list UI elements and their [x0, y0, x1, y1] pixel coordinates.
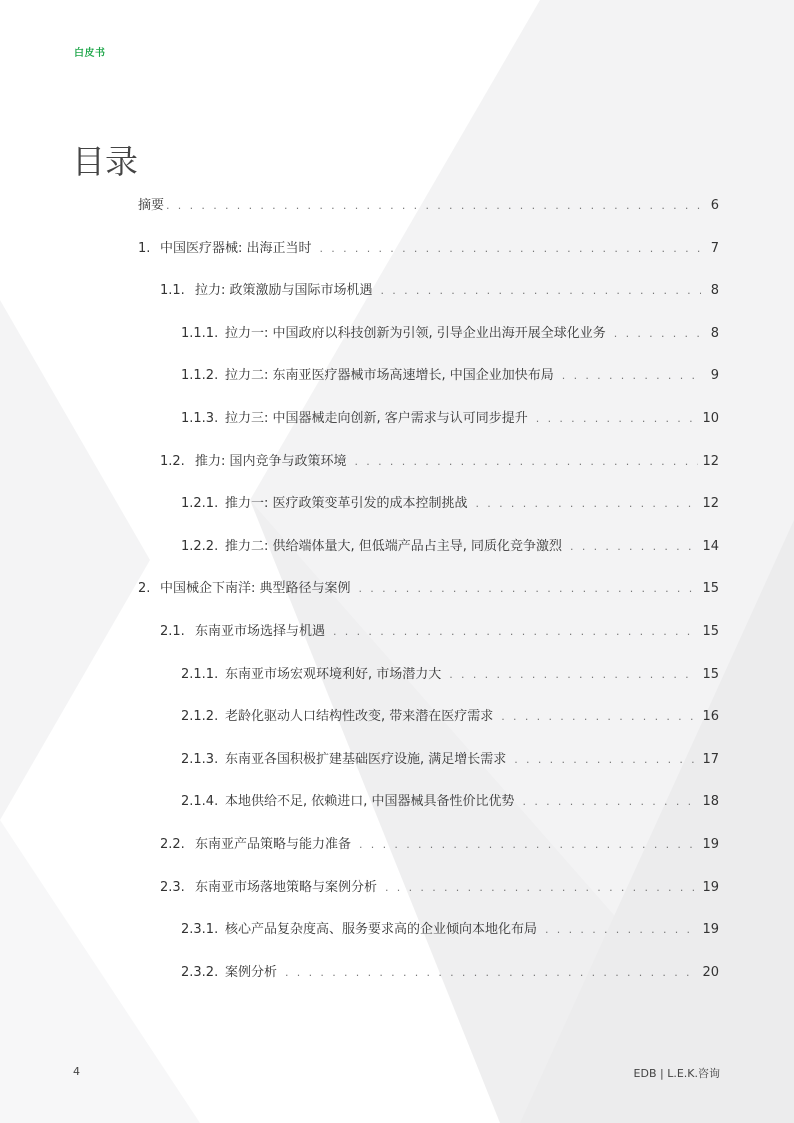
toc-entry-number: 2.1.3. — [181, 752, 219, 767]
toc-dot-leader — [381, 281, 701, 301]
toc-entry-page: 7 — [710, 241, 719, 256]
toc-entry[interactable] — [181, 366, 719, 386]
toc-entry-number: 1. — [138, 241, 151, 256]
toc-entry-number: 2.3. — [160, 880, 185, 895]
toc-entry[interactable] — [181, 537, 719, 557]
toc-entry-title: 本地供给不足, 依赖进口, 中国器械具备性价比优势 — [225, 794, 515, 809]
toc-entry[interactable] — [181, 750, 719, 770]
toc-entry[interactable] — [181, 665, 719, 685]
toc-entry[interactable] — [138, 579, 719, 599]
toc-entry[interactable] — [181, 707, 719, 727]
toc-dot-leader — [359, 835, 698, 855]
toc-entry-title: 东南亚市场宏观环境利好, 市场潜力大 — [225, 667, 442, 682]
toc-entry-page: 16 — [702, 709, 719, 724]
toc-entry-number: 2.2. — [160, 837, 185, 852]
footer-brand: EDB | L.E.K.咨询 — [633, 1067, 720, 1080]
toc-entry[interactable] — [138, 239, 719, 259]
toc-entry-title: 东南亚市场选择与机遇 — [195, 624, 326, 639]
toc-entry-number: 2.1. — [160, 624, 185, 639]
toc-dot-leader — [501, 707, 698, 727]
toc-entry-page: 14 — [702, 539, 719, 554]
toc-entry-title: 推力二: 供给端体量大, 但低端产品占主导, 同质化竞争激烈 — [225, 539, 563, 554]
toc-entry-title: 推力: 国内竞争与政策环境 — [195, 454, 347, 469]
toc-dot-leader — [355, 452, 699, 472]
toc-dot-leader — [614, 324, 701, 344]
toc-dot-leader — [449, 665, 698, 685]
toc-entry-page: 18 — [702, 794, 719, 809]
toc-entry-page: 15 — [702, 581, 719, 596]
toc-entry-title: 中国械企下南洋: 典型路径与案例 — [160, 581, 351, 596]
toc-entry-page: 8 — [710, 326, 719, 341]
toc-entry-title: 拉力: 政策激励与国际市场机遇 — [195, 283, 373, 298]
toc-entry-page: 12 — [702, 454, 719, 469]
toc-entry-title: 推力一: 医疗政策变革引发的成本控制挑战 — [225, 496, 468, 511]
toc-dot-leader — [476, 494, 699, 514]
toc-entry-page: 19 — [702, 837, 719, 852]
toc-dot-leader — [570, 537, 698, 557]
toc-dot-leader — [562, 366, 701, 386]
toc-entry-number: 2.3.2. — [181, 965, 219, 980]
toc-dot-leader — [285, 963, 698, 983]
toc-entry-title: 拉力一: 中国政府以科技创新为引领, 引导企业出海开展全球化业务 — [225, 326, 606, 341]
toc-entry-page: 9 — [710, 368, 719, 383]
toc-entry[interactable] — [160, 878, 719, 898]
toc-entry[interactable] — [160, 281, 719, 301]
toc-entry-title: 案例分析 — [225, 965, 278, 980]
page-title: 目录 — [72, 142, 138, 181]
toc-entry-title: 拉力二: 东南亚医疗器械市场高速增长, 中国企业加快布局 — [225, 368, 554, 383]
toc-entry[interactable] — [181, 920, 719, 940]
toc-entry-number: 1.1.3. — [181, 411, 219, 426]
toc-entry[interactable] — [138, 196, 719, 216]
toc-entry[interactable] — [181, 494, 719, 514]
toc-entry[interactable] — [160, 622, 719, 642]
toc-entry-page: 12 — [702, 496, 719, 511]
toc-dot-leader — [166, 196, 701, 216]
toc-entry-title: 东南亚市场落地策略与案例分析 — [195, 880, 378, 895]
toc-entry-number: 1.2. — [160, 454, 185, 469]
toc-entry-number: 2.3.1. — [181, 922, 219, 937]
toc-entry-page: 20 — [702, 965, 719, 980]
toc-entry-page: 8 — [710, 283, 719, 298]
toc-dot-leader — [359, 579, 699, 599]
toc-entry-number: 1.1. — [160, 283, 185, 298]
toc-entry-number: 1.1.2. — [181, 368, 219, 383]
toc-entry-page: 19 — [702, 922, 719, 937]
toc-entry[interactable] — [160, 835, 719, 855]
toc-entry[interactable] — [181, 324, 719, 344]
toc-entry[interactable] — [160, 452, 719, 472]
toc-entry-page: 15 — [702, 667, 719, 682]
toc-entry-number: 1.2.1. — [181, 496, 219, 511]
toc-entry-page: 6 — [710, 198, 719, 213]
section-label: 白皮书 — [74, 48, 106, 59]
toc-entry[interactable] — [181, 792, 719, 812]
toc-entry[interactable] — [181, 409, 719, 429]
toc-entry-title: 东南亚各国积极扩建基础医疗设施, 满足增长需求 — [225, 752, 507, 767]
page-number: 4 — [73, 1065, 80, 1078]
toc-dot-leader — [320, 239, 701, 259]
toc-entry-title: 摘要 — [138, 198, 165, 213]
toc-entry[interactable] — [181, 963, 719, 983]
toc-entry-page: 19 — [702, 880, 719, 895]
toc-entry-number: 1.2.2. — [181, 539, 219, 554]
toc-entry-page: 15 — [702, 624, 719, 639]
toc-entry-title: 中国医疗器械: 出海正当时 — [160, 241, 312, 256]
toc-dot-leader — [523, 792, 699, 812]
toc-entry-number: 2.1.2. — [181, 709, 219, 724]
toc-entry-title: 老龄化驱动人口结构性改变, 带来潜在医疗需求 — [225, 709, 494, 724]
toc-entry-number: 2. — [138, 581, 151, 596]
toc-entry-number: 1.1.1. — [181, 326, 219, 341]
toc-dot-leader — [536, 409, 699, 429]
toc-dot-leader — [385, 878, 698, 898]
toc-entry-page: 10 — [702, 411, 719, 426]
toc-entry-number: 2.1.4. — [181, 794, 219, 809]
toc-entry-title: 拉力三: 中国器械走向创新, 客户需求与认可同步提升 — [225, 411, 528, 426]
toc-entry-title: 东南亚产品策略与能力准备 — [195, 837, 352, 852]
toc-entry-page: 17 — [702, 752, 719, 767]
toc-dot-leader — [545, 920, 698, 940]
toc-entry-title: 核心产品复杂度高、服务要求高的企业倾向本地化布局 — [225, 922, 538, 937]
toc-dot-leader — [514, 750, 698, 770]
toc-dot-leader — [333, 622, 698, 642]
toc-entry-number: 2.1.1. — [181, 667, 219, 682]
